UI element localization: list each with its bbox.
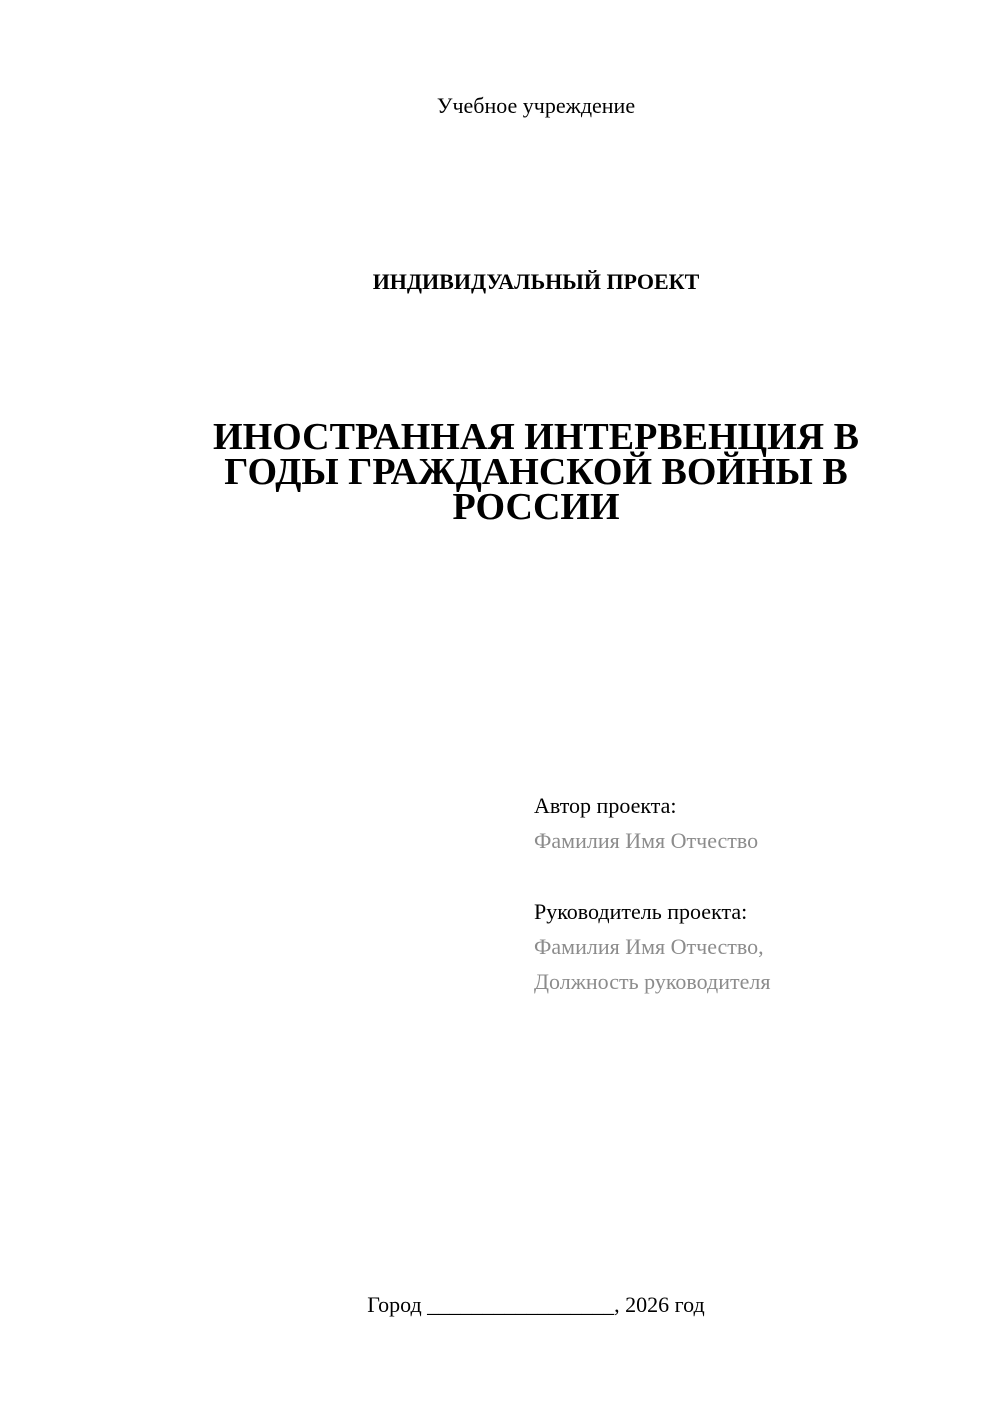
year-text: , 2026 год [614, 1292, 705, 1317]
city-label: Город [367, 1292, 422, 1317]
author-label: Автор проекта: [534, 793, 677, 818]
city-blank-line: _________________ [427, 1292, 615, 1317]
supervisor-label: Руководитель проекта: [534, 899, 748, 924]
city-year-line [0, 1290, 1000, 1320]
project-title-line-3: РОССИИ [452, 486, 620, 528]
supervisor-position: Должность руководителя [534, 969, 771, 994]
author-name: Фамилия Имя Отчество [534, 828, 759, 853]
project-title [200, 416, 872, 528]
institution-name: Учебное учреждение [436, 93, 636, 118]
project-info-block [534, 788, 974, 999]
supervisor-name: Фамилия Имя Отчество, [534, 934, 764, 959]
project-title-line-2: ГОДЫ ГРАЖДАНСКОЙ ВОЙНЫ В [224, 451, 848, 493]
project-title-line-1: ИНОСТРАННАЯ ИНТЕРВЕНЦИЯ В [213, 416, 859, 458]
document-type: ИНДИВИДУАЛЬНЫЙ ПРОЕКТ [372, 269, 700, 294]
